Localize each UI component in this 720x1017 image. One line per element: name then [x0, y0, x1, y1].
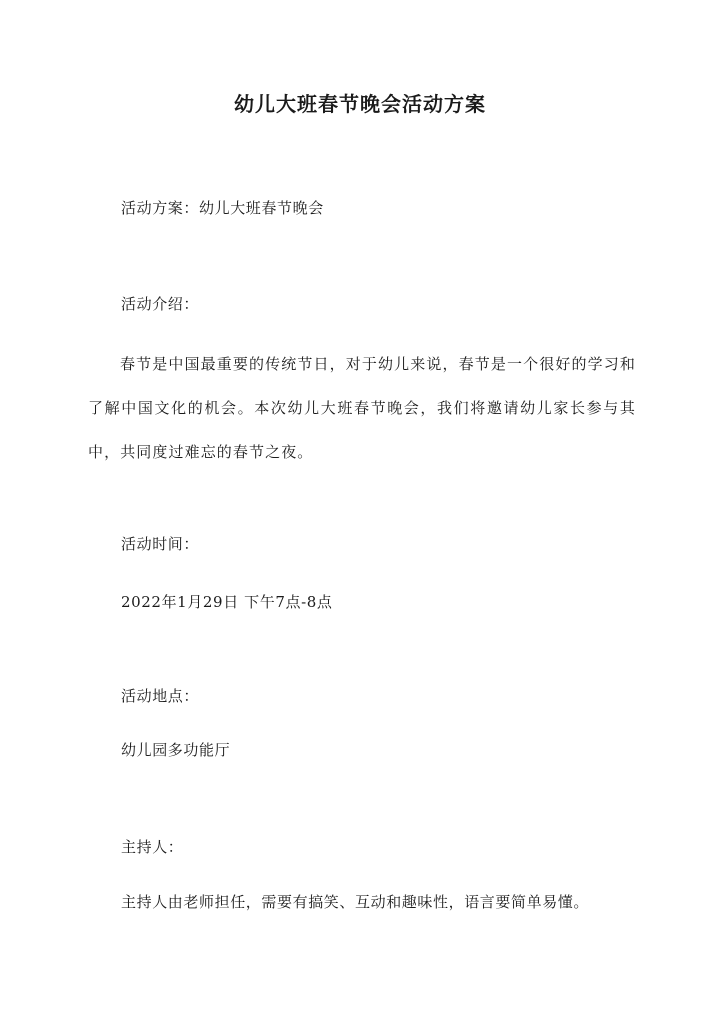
- host-heading: 主持人：: [121, 838, 184, 856]
- intro-paragraph: 春节是中国最重要的传统节日，对于幼儿来说，春节是一个很好的学习和了解中国文化的机会。本次幼儿大班春节晚会，我们将邀请幼儿家长参与其中，共同度过难忘的春节之夜。: [88, 355, 636, 461]
- time-heading: 活动时间：: [121, 535, 200, 553]
- intro-heading: 活动介绍：: [121, 295, 200, 313]
- host-text: 主持人由老师担任，需要有搞笑、互动和趣味性，语言要简单易懂。: [121, 893, 590, 911]
- activity-plan-line: 活动方案：幼儿大班春节晚会: [121, 199, 324, 217]
- place-value: 幼儿园多功能厅: [121, 741, 231, 759]
- time-value: 2022年1月29日 下午7点-8点: [121, 593, 333, 611]
- document-title: 幼儿大班春节晚会活动方案: [234, 92, 486, 116]
- place-heading: 活动地点：: [121, 687, 200, 705]
